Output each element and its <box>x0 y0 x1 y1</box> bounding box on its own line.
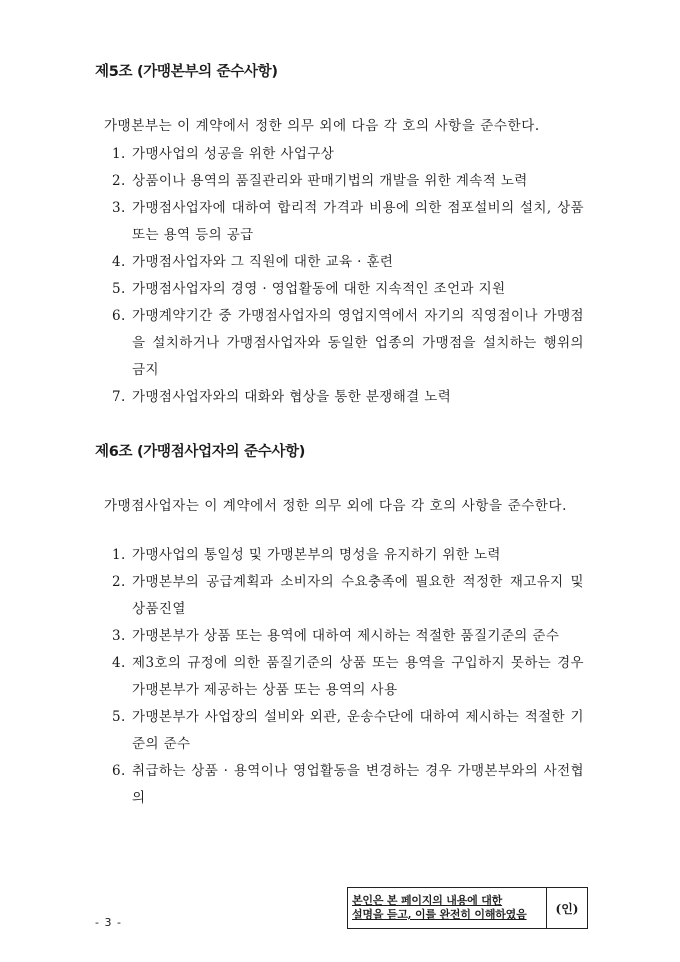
seal-field[interactable]: (인) <box>555 901 579 916</box>
list-item <box>112 384 584 411</box>
list-item-number: 7. <box>112 389 126 405</box>
list-item-number: 3. <box>112 200 126 216</box>
list-item-text: 가맹계약기간 중 가맹점사업자의 영업지역에서 자기의 직영점이나 가맹점을 설치하거나 가맹점사업자와 동일한 업종의 가맹점을 설치하는 행위의 금지 <box>132 308 584 378</box>
list-item-text: 제3호의 규정에 의한 품질기준의 상품 또는 용역을 구입하지 못하는 경우 가맹본부가 제공하는 상품 또는 용역의 사용 <box>132 655 584 698</box>
article-5-heading: 제5조 (가맹본부의 준수사항) <box>95 64 278 80</box>
list-item-text: 상품이나 용역의 품질관리와 판매기법의 개발을 위한 계속적 노력 <box>132 173 528 189</box>
list-item-text: 가맹사업의 통일성 및 가맹본부의 명성을 유지하기 위한 노력 <box>132 547 501 563</box>
list-item <box>112 542 584 569</box>
list-item-number: 6. <box>112 308 126 324</box>
article-5-list <box>112 141 584 411</box>
list-item <box>112 569 584 623</box>
article-6-list <box>112 542 584 812</box>
list-item <box>112 704 584 758</box>
confirmation-box <box>347 887 588 929</box>
list-item-text: 가맹사업의 성공을 위한 사업구상 <box>132 146 335 162</box>
list-item-number: 5. <box>112 281 126 297</box>
list-item-text: 가맹점사업자와의 대화와 협상을 통한 분쟁해결 노력 <box>132 389 452 405</box>
list-item-number: 2. <box>112 574 126 590</box>
article-5-intro: 가맹본부는 이 계약에서 정한 의무 외에 다음 각 호의 사항을 준수한다. <box>104 118 540 134</box>
list-item <box>112 195 584 249</box>
list-item <box>112 650 584 704</box>
list-item-text: 가맹본부가 사업장의 설비와 외관, 운송수단에 대하여 제시하는 적절한 기준의 준수 <box>132 709 584 752</box>
list-item-text: 가맹점사업자의 경영 · 영업활동에 대한 지속적인 조언과 지원 <box>132 281 506 297</box>
page-number: - 3 - <box>95 916 122 929</box>
list-item-text: 가맹점사업자에 대하여 합리적 가격과 비용에 의한 점포설비의 설치, 상품 또는 용역 등의 공급 <box>132 200 584 243</box>
list-item-number: 2. <box>112 173 126 189</box>
confirmation-line-2: 설명을 듣고, 이를 완전히 이해하였음 <box>352 908 527 921</box>
list-item <box>112 276 584 303</box>
list-item-text: 가맹본부가 상품 또는 용역에 대하여 제시하는 적절한 품질기준의 준수 <box>132 628 560 644</box>
confirmation-text <box>348 888 547 928</box>
list-item <box>112 758 584 812</box>
list-item-number: 4. <box>112 655 126 671</box>
list-item-number: 6. <box>112 763 126 779</box>
list-item <box>112 249 584 276</box>
list-item <box>112 623 584 650</box>
article-6-intro: 가맹점사업자는 이 계약에서 정한 의무 외에 다음 각 호의 사항을 준수한다. <box>104 498 568 514</box>
list-item-number: 4. <box>112 254 126 270</box>
list-item-number: 3. <box>112 628 126 644</box>
list-item-number: 5. <box>112 709 126 725</box>
list-item-text: 취급하는 상품 · 용역이나 영업활동을 변경하는 경우 가맹본부와의 사전협의 <box>132 763 584 806</box>
list-item-text: 가맹본부의 공급계획과 소비자의 수요충족에 필요한 적정한 재고유지 및 상품진열 <box>132 574 584 617</box>
list-item <box>112 303 584 384</box>
confirmation-line-1: 본인은 본 페이지의 내용에 대한 <box>352 894 503 907</box>
list-item <box>112 141 584 168</box>
list-item-number: 1. <box>112 547 126 563</box>
list-item-text: 가맹점사업자와 그 직원에 대한 교육 · 훈련 <box>132 254 394 270</box>
list-item-number: 1. <box>112 146 126 162</box>
list-item <box>112 168 584 195</box>
article-6-heading: 제6조 (가맹점사업자의 준수사항) <box>95 444 306 460</box>
